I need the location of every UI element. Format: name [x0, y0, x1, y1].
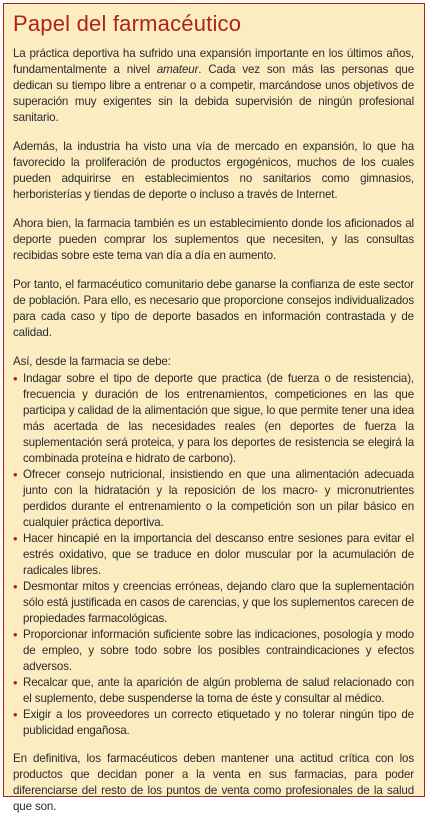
list-item	[13, 371, 414, 467]
bullet-icon: •	[13, 627, 18, 642]
info-box	[3, 3, 425, 813]
list-item-text: Indagar sobre el tipo de deporte que practica (de fuerza o de resistencia), frecuencia y duración de los entrenamientos, competiciones en las que participa y calidad de la alimentación que sigue, lo que permite tener una idea más acertada de las necesidades reales (en deportes de fuerza la suplementación será proteica, y para los deportes de resistencia se elegirá la combinada proteína e hidrato de carbono).	[23, 372, 414, 465]
paragraph-pharmacy: Ahora bien, la farmacia también es un establecimiento donde los aficionados al deporte pueden comprar los suplementos que necesiten, y las consultas recibidas sobre este tema van día a día en aumento.	[13, 217, 414, 262]
list-item-text: Recalcar que, ante la aparición de algún problema de salud relacionado con el suplemento, debe suspenderse la toma de éste y consultar al médico.	[23, 676, 414, 705]
list-item-text: Desmontar mitos y creencias erróneas, dejando claro que la suplementación sólo está justificada en casos de carencias, y que los suplementos carecen de propiedades farmacológicas.	[23, 580, 414, 625]
paragraph-closing: En definitiva, los farmacéuticos deben mantener una actitud crítica con los productos que decidan poner a la venta en sus farmacias, para poder diferenciarse del resto de los puntos de venta como profesionales de la salud que son.	[13, 752, 414, 813]
paragraph-intro	[13, 46, 414, 126]
paragraph-intro-text-2: . Cada vez son más las personas que dedican su tiempo libre a entrenar o a competir, marcándose unos objetivos de superación muy exigentes sin la debida supervisión de ningún profesional sanitario.	[13, 63, 414, 124]
list-item-text: Exigir a los proveedores un correcto etiquetado y no tolerar ningún tipo de publicidad engañosa.	[23, 708, 414, 737]
list-item	[13, 627, 414, 675]
list-item	[13, 707, 414, 739]
paragraph-intro-text-1: La práctica deportiva ha sufrido una expansión importante en los últimos años, fundamentalmente a nivel	[13, 47, 414, 76]
list-item-text: Ofrecer consejo nutricional, insistiendo en que una alimentación adecuada junto con la hidratación y la reposición de los macro- y micronutrientes perdidos durante el entrenamiento o la competición son un pilar básico en cualquier práctica deportiva.	[23, 468, 414, 529]
list-item	[13, 675, 414, 707]
list-item	[13, 467, 414, 531]
bullet-icon: •	[13, 707, 18, 722]
paragraph-industry: Además, la industria ha visto una vía de mercado en expansión, lo que ha favorecido la proliferación de productos ergogénicos, muchos de los cuales pueden adquirirse en establecimientos no sanitarios como gimnasios, herboristerías y tiendas de deporte o incluso a través de Internet.	[13, 140, 414, 201]
bullet-icon: •	[13, 467, 18, 482]
bullet-icon: •	[13, 531, 18, 546]
list-item-text: Hacer hincapié en la importancia del descanso entre sesiones para evitar el estrés oxidativo, que se traduce en dolor muscular por la acumulación de radicales libres.	[23, 532, 414, 577]
paragraph-intro-emphasis: amateur	[156, 63, 199, 76]
list-intro: Así, desde la farmacia se debe:	[13, 355, 171, 368]
bullet-icon: •	[13, 579, 18, 594]
paragraph-confidence: Por tanto, el farmacéutico comunitario debe ganarse la confianza de este sector de población. Para ello, es necesario que proporcione consejos individualizados para cada caso y tipo de deporte basados en información contrastada y de calidad.	[13, 278, 414, 339]
list-item-text: Proporcionar información suficiente sobre las indicaciones, posología y modo de empleo, y sobre todo sobre los posibles contraindicaciones y efectos adversos.	[23, 628, 414, 673]
bullet-icon: •	[13, 675, 18, 690]
list-item	[13, 579, 414, 627]
box-title: Papel del farmacéutico	[13, 11, 242, 36]
list-item	[13, 531, 414, 579]
recommendation-list	[13, 371, 414, 739]
bullet-icon: •	[13, 371, 18, 386]
